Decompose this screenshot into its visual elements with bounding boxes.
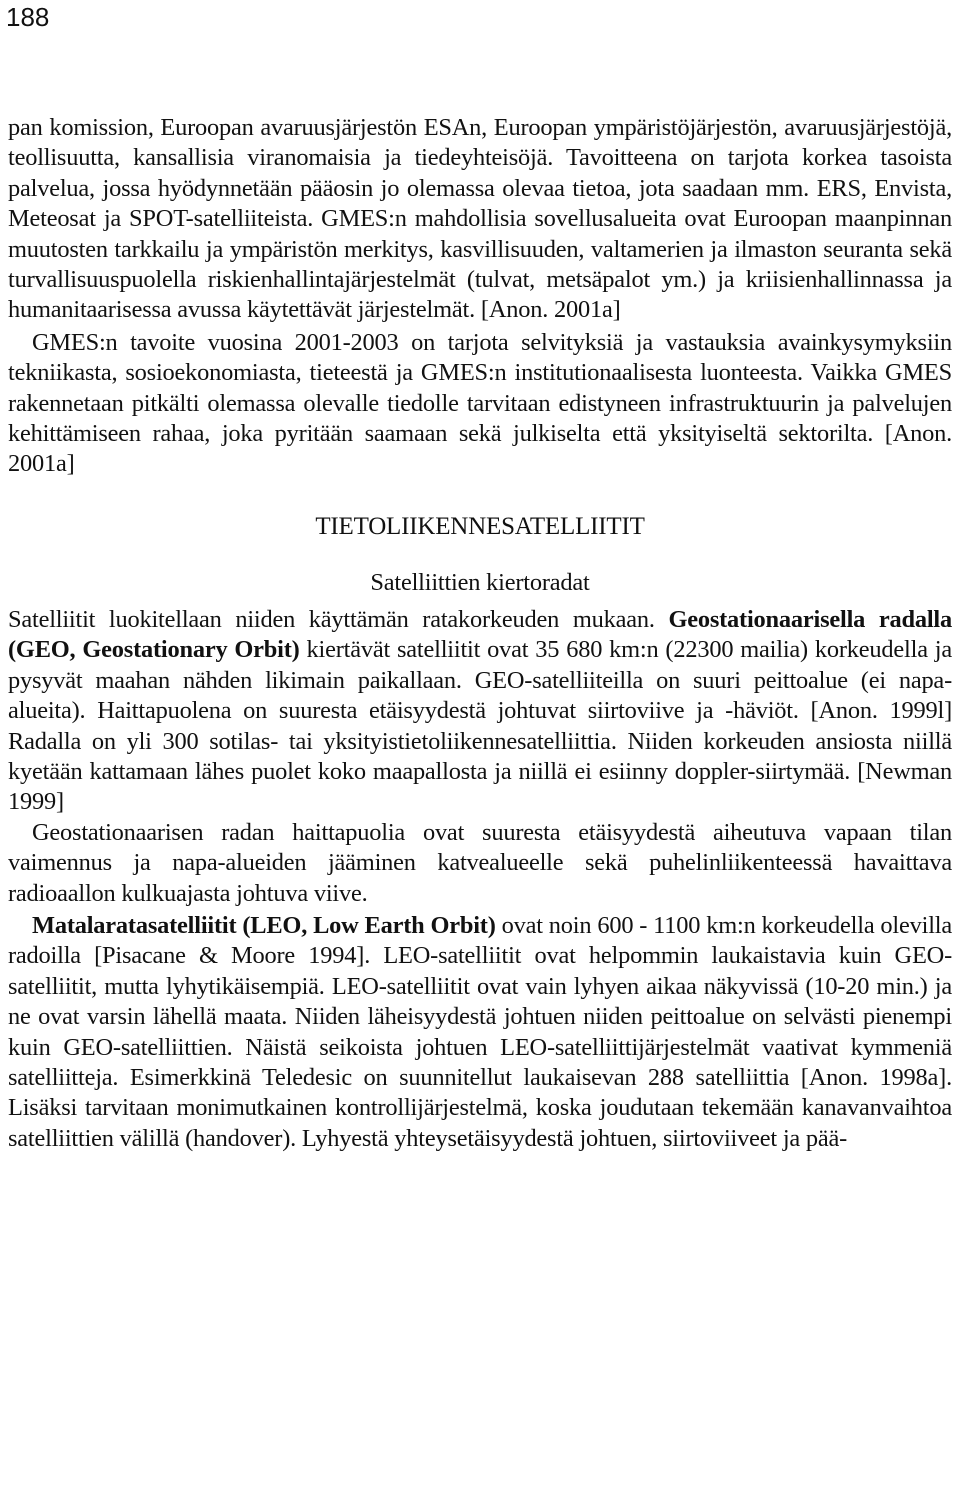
paragraph-geo-drawbacks: Geostationaarisen radan haittapuolia ovat suuresta etäisyydestä aiheutuva vapaan tilan vaimennus ja napa-alueiden jääminen katvealueelle sekä puhelinliikenteessä havaittava radioaallon kulkuajasta johtuva viive.: [8, 818, 952, 907]
leo-body-text: ovat noin 600 - 1100 km:n korkeudella olevilla radoilla [Pisacane & Moore 1994]. LEO-satelliitit ovat helpommin laukaistavia kuin GEO-satelliitit, mutta lyhytikäisempiä. LEO-satelliitit ovat vain lyhyen aikaa näkyvissä (10-20 min.) ja ne ovat varsin lähellä maata. Niiden läheisyydestä johtuen niiden peittoalue on selvästi pienempi kuin GEO-satelliittien. Näistä seikoista johtuen LEO-satelliittijärjestelmät vaativat kymmeniä satelliitteja. Esimerkkinä Teledesic on suunnitellut laukaisevan 288 satelliittia [Anon. 1998a]. Lisäksi tarvitaan monimutkainen kontrollijärjestelmä, koska joudutaan tekemään kanavanvaihtoa satelliittien välillä (handover). Lyhyestä yhteysetäisyydestä johtuen, siirtoviiveet ja pää-: [8, 911, 952, 1152]
paragraph-geo-orbit: [8, 605, 952, 818]
geo-body-text: kiertävät satelliitit ovat 35 680 km:n (22300 mailia) korkeudella ja pysyvät maahan nähden likimain paikallaan. GEO-satelliiteilla on suuri peittoalue (ei napa-alueita). Haittapuolena on suuresta etäisyydestä johtuvat siirtoviive ja -häviöt. [Anon. 1999l] Radalla on yli 300 sotilas- tai yksityistietoliikennesatelliittia. Niiden korkeuden ansiosta niillä kyetään kattamaan lähes puolet koko maapallosta ja niillä ei esiinny doppler-siirtymää. [Newman 1999]: [8, 636, 952, 816]
section-heading: TIETOLIIKENNESATELLIITIT: [315, 512, 645, 540]
paragraph-gmes-intro: pan komission, Euroopan avaruusjärjestön ESAn, Euroopan ympäristöjärjestön, avaruusjärjestöjä, teollisuutta, kansallisia viranomaisia ja tiedeyhteisöjä. Tavoitteena on tarjota korkea tasoista palvelua, jossa hyödynnetään pääosin jo olemassa olevaa tietoa, jota saadaan mm. ERS, Envista, Meteosat ja SPOT-satelliiteista. GMES:n mahdollisia sovellusalueita ovat Euroopan maanpinnan muutosten tarkkailu ja ympäristön merkitys, kasvillisuuden, valtamerien ja ilmaston seuranta sekä turvallisuuspuolella riskienhallintajärjestelmät (tulvat, metsäpalot ym.) ja kriisienhallinnassa ja humanitaarisessa avussa käytettävät järjestelmät. [Anon. 2001a]: [8, 114, 952, 324]
leo-bold-term: Matalaratasatelliitit (LEO, Low Earth Orbit): [32, 911, 496, 939]
body-text: [8, 113, 952, 1154]
section-subheading: Satelliittien kiertoradat: [370, 568, 590, 596]
paragraph-gmes-goal: GMES:n tavoite vuosina 2001-2003 on tarjota selvityksiä ja vastauksia avainkysymyksiin tekniikasta, sosioekonomiasta, tieteestä ja GMES:n institutionaalisesta luonteesta. Vaikka GMES rakennetaan pitkälti olemassa olevalle tiedolle tarvitaan edistyneen infrastruktuurin ja palvelujen kehittämiseen rahaa, joka pyritään saamaan sekä julkiselta että yksityiseltä sektorilta. [Anon. 2001a]: [8, 328, 952, 478]
geo-bold-term: Geostationaarisella radalla (GEO, Geostationary Orbit): [8, 605, 952, 664]
geo-intro-text: Satelliitit luokitellaan niiden käyttämän ratakorkeuden mukaan.: [8, 605, 669, 633]
page-number: 188: [6, 2, 50, 32]
paragraph-leo-orbit: [8, 911, 952, 1154]
